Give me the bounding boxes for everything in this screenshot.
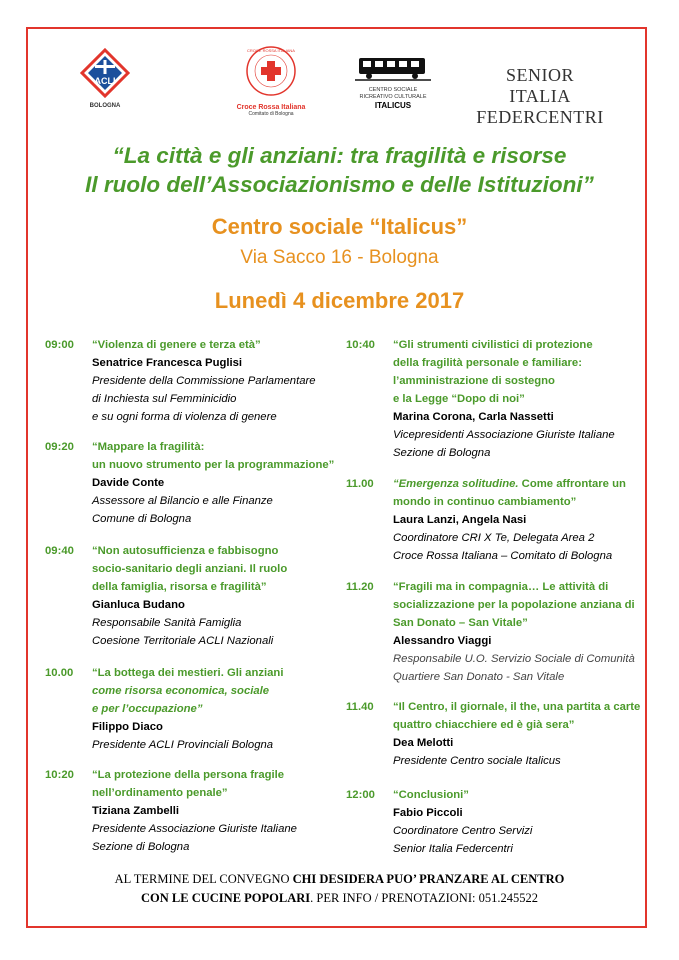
footer-line1: AL TERMINE DEL CONVEGNO CHI DESIDERA PUO’ PRANZARE AL CENTRO [114, 872, 565, 886]
cri-caption: Croce Rossa Italiana [236, 104, 306, 111]
time-label: 12:00 [346, 789, 375, 801]
cri-subcaption: Comitato di Bologna [248, 111, 294, 117]
senior-italia-logo [475, 65, 605, 127]
footer-line2: CON LE CUCINE POPOLARI. PER INFO / PRENOTAZIONI: 051.245522 [141, 891, 538, 905]
cri-ring-text: CROCE ROSSA ITALIANA [247, 48, 295, 53]
italicus-logo [355, 50, 431, 112]
program-item: “La protezione della persona fragile nell’ordinamento penale” Tiziana Zambelli Presidente Associazione Giuriste Italiane Sezione di Bologna [92, 769, 297, 853]
program-item: “Il Centro, il giornale, il the, una partita a carte quattro chiacchiere ed è già sera” Dea Melotti Presidente Centro sociale Italicus [393, 701, 641, 767]
program-item: “Emergenza solitudine. Come affrontare un mondo in continuo cambiamento” Laura Lanzi, Angela Nasi Coordinatore CRI X Te, Delegata Area 2 Croce Rossa Italiana – Comitato di Bologna [393, 478, 626, 562]
senior-line2: FEDERCENTRI [476, 107, 604, 127]
time-label: 10:20 [45, 769, 74, 781]
italicus-line1: CENTRO SOCIALE [368, 87, 418, 93]
time-label: 11.20 [346, 581, 374, 593]
conference-title-line1: “La città e gli anziani: tra fragilità e risorse [112, 143, 567, 168]
acli-caption: BOLOGNA [89, 103, 121, 109]
program-item: “La bottega dei mestieri. Gli anziani come risorsa economica, sociale e per l’occupazione” Filippo Diaco Presidente ACLI Provinciali Bologna [92, 667, 284, 751]
senior-line1: SENIOR ITALIA [505, 65, 574, 106]
venue-name: Centro sociale “Italicus” [211, 214, 468, 239]
time-label: 10:40 [346, 339, 375, 351]
conference-title-line2: Il ruolo dell’Associazionismo e delle Istituzioni” [85, 172, 594, 197]
time-label: 09:00 [45, 339, 74, 351]
program-item: “Fragili ma in compagnia… Le attività di socializzazione per la popolazione anziana di San Donato – San Vitale” Alessandro Viaggi Responsabile U.O. Servizio Sociale di Comunità Quartiere San Donato - San Vitale [393, 581, 635, 683]
time-label: 10.00 [45, 667, 74, 679]
time-label: 09:20 [45, 441, 74, 453]
program-item: “Violenza di genere e terza età” Senatrice Francesca Puglisi Presidente della Commissione Parlamentare di Inchiesta sul Femminicidio e su ogni forma di violenza di genere [92, 339, 316, 423]
train-icon [355, 50, 431, 82]
program-item: “Conclusioni” Fabio Piccoli Coordinatore Centro Servizi Senior Italia Federcentri [393, 789, 533, 855]
time-label: 11.40 [346, 701, 374, 713]
program-item: “Mappare la fragilità: un nuovo strumento per la programmazione” Davide Conte Assessore al Bilancio e alle Finanze Comune di Bologna [92, 441, 335, 525]
program-item: “Non autosufficienza e fabbisogno socio-sanitario degli anziani. Il ruolo della famiglia, risorsa e fragilità” Gianluca Budano Responsabile Sanità Famiglia Coesione Territoriale ACLI Nazionali [92, 545, 288, 647]
italicus-name: ITALICUS [374, 101, 412, 110]
event-date: Lunedì 4 dicembre 2017 [214, 288, 465, 313]
time-label: 11.00 [346, 478, 374, 490]
acli-mark: ACLI [94, 76, 116, 86]
program-item: “Gli strumenti civilistici di protezione della fragilità personale e familiare: l’amministrazione di sostegno e la Legge “Dopo di noi” Marina Corona, Carla Nassetti Vicepresidenti Associazione Giuriste Italiane Sezione di Bologna [393, 339, 615, 459]
venue-address: Via Sacco 16 - Bologna [240, 247, 439, 268]
italicus-line2: RICREATIVO CULTURALE [359, 94, 427, 100]
acli-logo [80, 48, 130, 110]
time-label: 09:40 [45, 545, 74, 557]
red-cross-logo [225, 45, 317, 117]
